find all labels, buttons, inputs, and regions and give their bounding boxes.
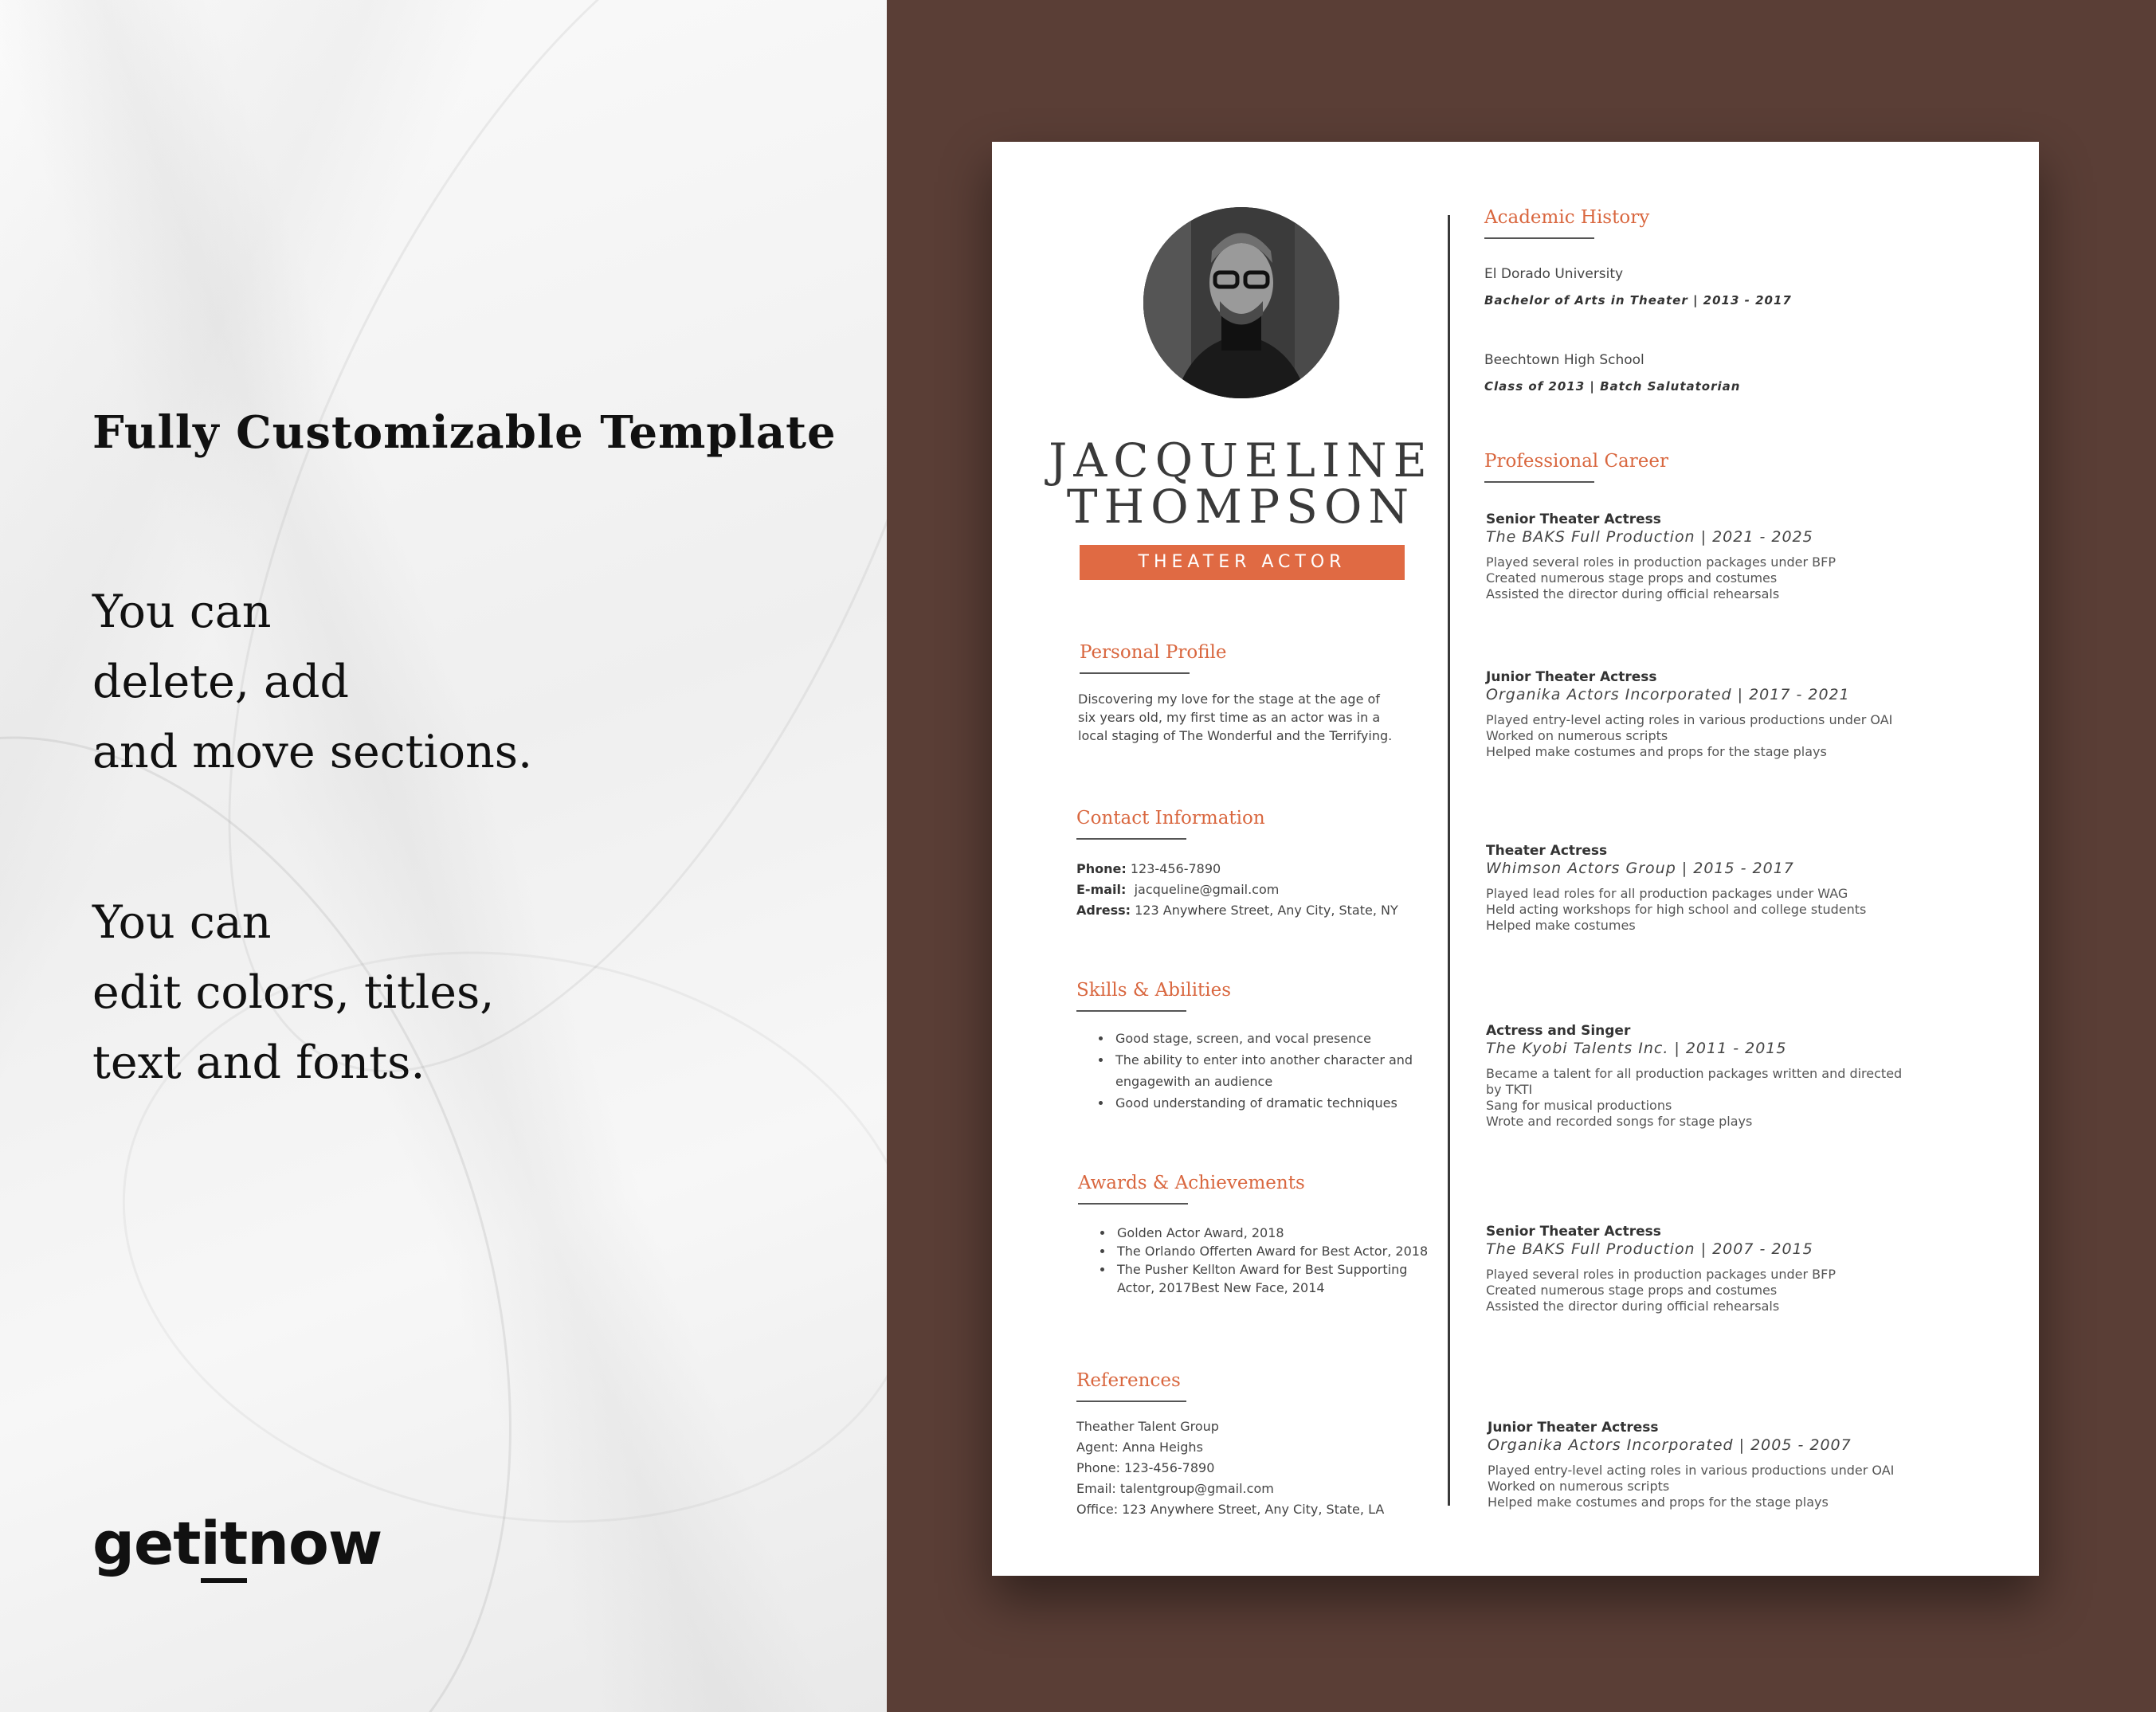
section-title-career: Professional Career (1484, 451, 1668, 472)
job-duty: Created numerous stage props and costumes (1486, 1283, 1778, 1298)
job-entry (1486, 669, 1932, 760)
name-first: JACQUELINE (1049, 433, 1433, 488)
brand-text-pre: get (92, 1510, 201, 1578)
promo-line: delete, add (92, 656, 350, 708)
job-title: Senior Theater Actress (1486, 511, 1661, 527)
brand-text-post: now (247, 1510, 382, 1578)
contact-phone: Phone: 123-456-7890 (1076, 861, 1221, 876)
job-title: Theater Actress (1486, 843, 1608, 859)
job-duty: Helped make costumes and props for the stage plays (1486, 744, 1827, 759)
section-underline (1080, 672, 1190, 674)
job-company: Organika Actors Incorporated | 2017 - 2021 (1486, 686, 1850, 703)
awards-list (1078, 1224, 1437, 1297)
list-item: • The Pusher Kellton Award for Best Supporting Actor, 2017Best New Face, 2014 (1114, 1260, 1437, 1297)
school-name: El Dorado University (1484, 266, 1624, 282)
job-duty: Sang for musical productions (1486, 1098, 1672, 1113)
job-title: Junior Theater Actress (1486, 669, 1657, 685)
promo-line: You can (92, 586, 272, 638)
job-duty: Played several roles in production packages under BFP (1486, 554, 1836, 570)
school-name: Beechtown High School (1484, 352, 1644, 368)
reference-line: Email: talentgroup@gmail.com (1076, 1481, 1274, 1496)
section-title-profile: Personal Profile (1080, 642, 1227, 663)
list-item: • Golden Actor Award, 2018 (1114, 1224, 1437, 1242)
skills-list (1076, 1028, 1435, 1114)
section-underline (1484, 481, 1594, 483)
section-underline (1484, 237, 1594, 239)
academic-entry (1484, 352, 1740, 394)
section-underline (1078, 1203, 1188, 1205)
section-title-contact: Contact Information (1076, 808, 1265, 829)
section-title-awards: Awards & Achievements (1078, 1173, 1305, 1193)
job-duty: by TKTI (1486, 1082, 1533, 1097)
section-underline (1076, 1010, 1186, 1012)
promo-line: and move sections. (92, 726, 533, 778)
section-title-skills: Skills & Abilities (1076, 980, 1232, 1001)
school-detail: Class of 2013 | Batch Salutatorian (1484, 379, 1741, 394)
school-detail: Bachelor of Arts in Theater | 2013 - 2017 (1484, 293, 1792, 308)
promo-paragraph-sections (92, 577, 532, 787)
list-item: • The ability to enter into another character and engagewith an audience (1112, 1049, 1435, 1092)
promo-line: edit colors, titles, (92, 966, 495, 1019)
profile-text: Discovering my love for the stage at the age of six years old, my first time as an actor was in a local staging of The Wonderful and the Terrifying. (1078, 691, 1393, 743)
job-duty: Played entry-level acting roles in various productions under OAI (1486, 712, 1893, 727)
job-company: The BAKS Full Production | 2007 - 2015 (1486, 1240, 1813, 1258)
job-company: The BAKS Full Production | 2021 - 2025 (1486, 528, 1813, 546)
section-underline (1076, 838, 1186, 840)
job-duty: Played lead roles for all production packages under WAG (1486, 886, 1848, 901)
job-duty: Became a talent for all production packages written and directed (1486, 1066, 1903, 1081)
list-item: • Good understanding of dramatic techniques (1112, 1092, 1435, 1114)
job-entry (1486, 511, 1932, 602)
job-entry (1486, 1023, 1932, 1130)
job-duty: Wrote and recorded songs for stage plays (1486, 1114, 1753, 1129)
section-title-academic: Academic History (1484, 207, 1650, 228)
job-duty: Assisted the director during official rehearsals (1486, 586, 1780, 601)
reference-line: Phone: 123-456-7890 (1076, 1460, 1215, 1475)
list-item: • The Orlando Offerten Award for Best Actor, 2018 (1114, 1242, 1437, 1260)
contact-email: E-mail: jacqueline@gmail.com (1076, 882, 1280, 897)
job-title: Junior Theater Actress (1488, 1420, 1659, 1436)
job-company: The Kyobi Talents Inc. | 2011 - 2015 (1486, 1040, 1787, 1057)
job-duty: Worked on numerous scripts (1488, 1479, 1670, 1494)
promo-panel (0, 0, 887, 1712)
reference-line: Agent: Anna Heighs (1076, 1440, 1203, 1455)
job-entry (1486, 843, 1932, 934)
promo-paragraph-styles (92, 887, 494, 1098)
references-block (1076, 1416, 1384, 1520)
job-duty: Created numerous stage props and costumes (1486, 570, 1778, 586)
job-duty: Played several roles in production packages under BFP (1486, 1267, 1836, 1282)
job-duty: Helped make costumes and props for the stage plays (1488, 1495, 1829, 1510)
job-company: Organika Actors Incorporated | 2005 - 2007 (1488, 1436, 1852, 1454)
list-item: • Good stage, screen, and vocal presence (1112, 1028, 1435, 1049)
academic-entry (1484, 266, 1792, 308)
reference-line: Office: 123 Anywhere Street, Any City, State, LA (1076, 1502, 1385, 1517)
name-last: THOMPSON (1066, 480, 1416, 534)
role-badge: THEATER ACTOR (1080, 545, 1405, 580)
job-duty: Held acting workshops for high school and college students (1486, 902, 1867, 917)
contact-block (1076, 859, 1398, 921)
reference-line: Theather Talent Group (1076, 1419, 1219, 1434)
job-duty: Played entry-level acting roles in various productions under OAI (1488, 1463, 1895, 1478)
section-underline (1076, 1401, 1186, 1402)
brand-logo (92, 1510, 382, 1578)
contact-address: Adress: 123 Anywhere Street, Any City, State, NY (1076, 903, 1398, 918)
promo-line: text and fonts. (92, 1036, 425, 1089)
job-duty: Assisted the director during official rehearsals (1486, 1299, 1780, 1314)
job-title: Actress and Singer (1486, 1023, 1631, 1039)
promo-headline: Fully Customizable Template (92, 406, 837, 459)
job-title: Senior Theater Actress (1486, 1224, 1661, 1240)
job-company: Whimson Actors Group | 2015 - 2017 (1486, 860, 1794, 877)
promo-line: You can (92, 896, 272, 949)
job-entry (1488, 1420, 1934, 1510)
section-title-references: References (1076, 1370, 1181, 1391)
profile-photo (1143, 207, 1339, 398)
job-entry (1486, 1224, 1932, 1314)
job-duty: Worked on numerous scripts (1486, 728, 1668, 743)
brand-text-mid: it (201, 1510, 248, 1583)
job-duty: Helped make costumes (1486, 918, 1636, 933)
resume-page (992, 142, 2039, 1576)
column-divider (1448, 215, 1450, 1506)
